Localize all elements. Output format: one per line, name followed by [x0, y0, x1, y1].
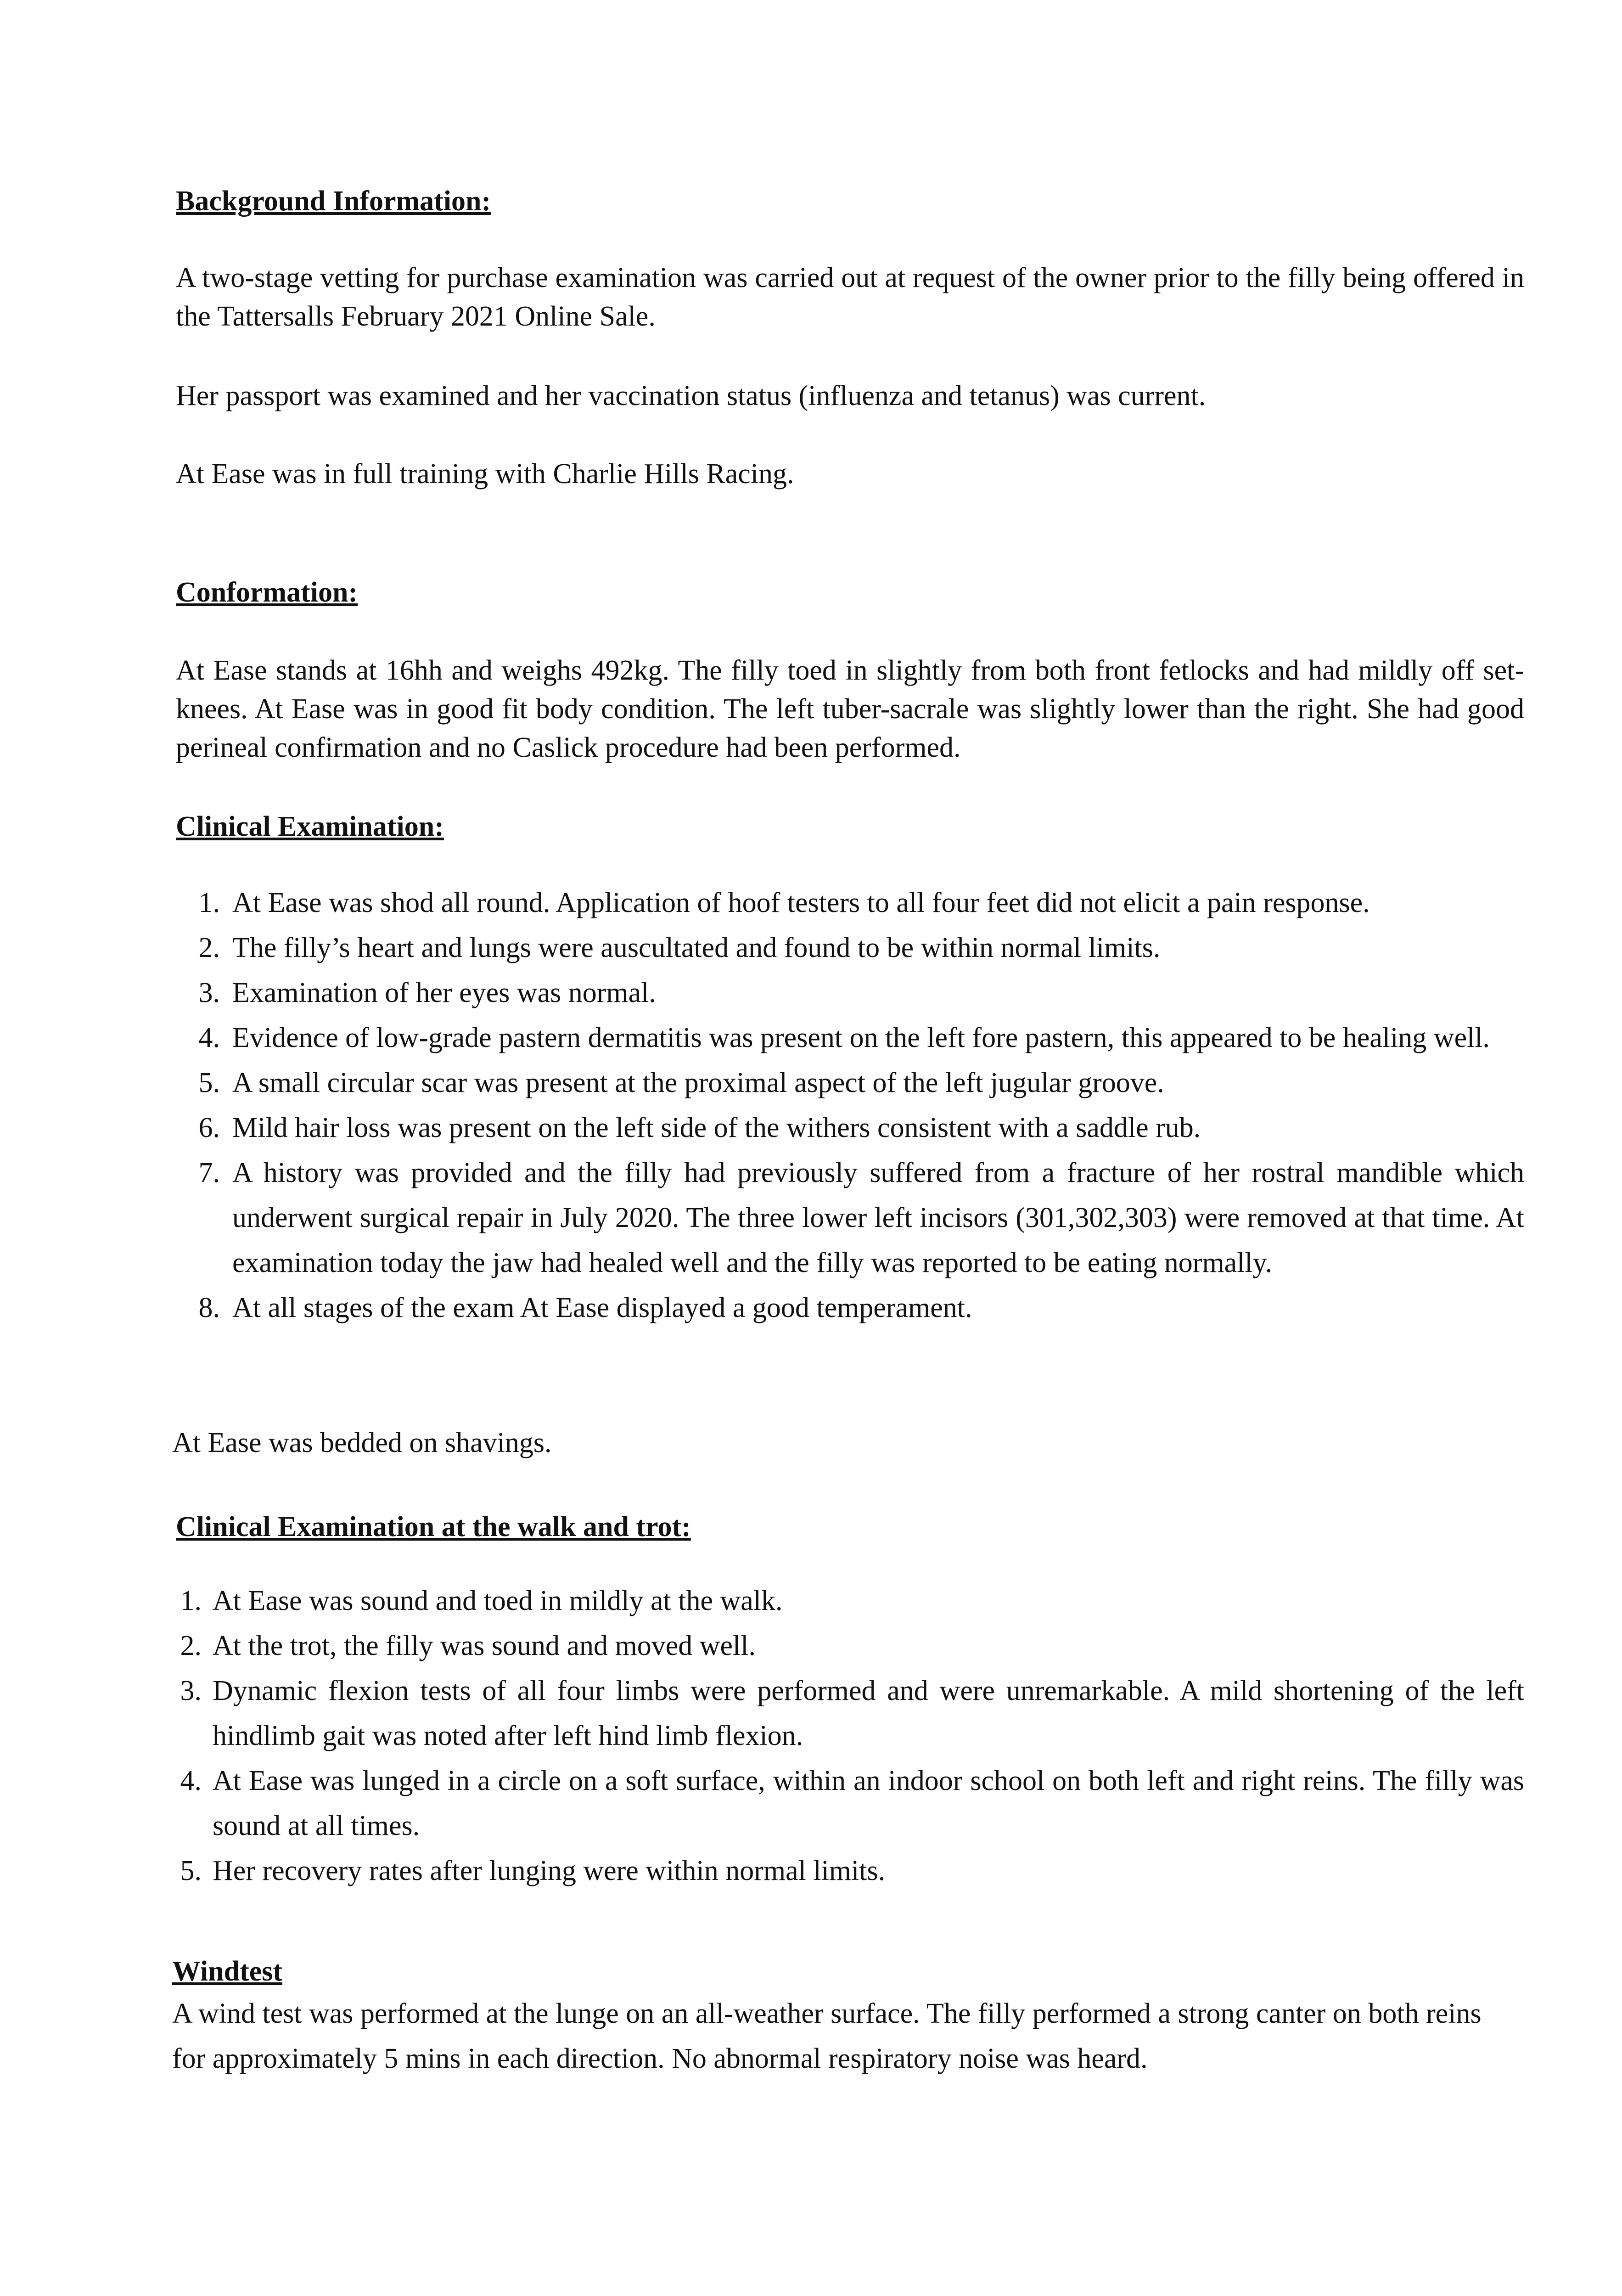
conformation-paragraph: At Ease stands at 16hh and weighs 492kg. The filly toed in slightly from both front fetlocks and had mildly off set-knees. At Ease was in good fit body condition. The left tuber-sacrale was slightly lower than the right. She had good perineal confirmation and no Caslick procedure had been performed.: [176, 655, 1524, 763]
windtest-heading: Windtest: [172, 1956, 283, 1987]
list-item-text: At all stages of the exam At Ease displayed a good temperament.: [232, 1292, 972, 1323]
list-item-text: Evidence of low-grade pastern dermatitis was present on the left fore pastern, this appeared to be healing well.: [232, 1022, 1490, 1053]
background-paragraph-2: Her passport was examined and her vaccination status (influenza and tetanus) was current.: [176, 380, 1206, 411]
background-paragraph-3: At Ease was in full training with Charlie Hills Racing.: [176, 458, 794, 490]
list-item-number: 8.: [198, 1292, 220, 1323]
list-item: [172, 1623, 1524, 1668]
list-item: [176, 1105, 1524, 1150]
list-item: [176, 1015, 1524, 1060]
list-item: [176, 1150, 1524, 1285]
list-item-text: The filly’s heart and lungs were auscultated and found to be within normal limits.: [232, 932, 1161, 963]
list-item-number: 4.: [180, 1765, 202, 1796]
walk-trot-list: [172, 1578, 1524, 1893]
list-item-number: 7.: [198, 1157, 220, 1188]
list-item-number: 2.: [198, 932, 220, 963]
list-item-text: At Ease was sound and toed in mildly at the walk.: [213, 1585, 783, 1616]
background-paragraph-1: A two-stage vetting for purchase examination was carried out at request of the owner prior to the filly being offered in the Tattersalls February 2021 Online Sale.: [176, 262, 1524, 332]
list-item-number: 6.: [198, 1112, 220, 1143]
list-item: [172, 1758, 1524, 1848]
list-item: [172, 1848, 1524, 1893]
list-item-text: Dynamic flexion tests of all four limbs were performed and were unremarkable. A mild shortening of the left hindlimb gait was noted after left hind limb flexion.: [213, 1675, 1524, 1751]
conformation-heading: Conformation:: [176, 577, 358, 608]
list-item-text: Mild hair loss was present on the left side of the withers consistent with a saddle rub.: [232, 1112, 1201, 1143]
windtest-paragraph: A wind test was performed at the lunge on an all-weather surface. The filly performed a strong canter on both reins for approximately 5 mins in each direction. No abnormal respiratory noise was heard.: [172, 1998, 1482, 2074]
list-item-text: Examination of her eyes was normal.: [232, 977, 656, 1008]
list-item-text: Her recovery rates after lunging were within normal limits.: [213, 1855, 886, 1886]
list-item-number: 5.: [180, 1855, 202, 1886]
clinical-examination-heading: Clinical Examination:: [176, 811, 444, 842]
list-item-text: At Ease was lunged in a circle on a soft surface, within an indoor school on both left and right reins. The filly was sound at all times.: [213, 1765, 1524, 1841]
list-item-number: 5.: [198, 1067, 220, 1098]
bedding-paragraph: At Ease was bedded on shavings.: [172, 1427, 552, 1458]
list-item: [172, 1668, 1524, 1758]
list-item-number: 2.: [180, 1630, 202, 1661]
list-item-number: 1.: [180, 1585, 202, 1616]
clinical-examination-list: [176, 880, 1524, 1330]
background-heading: Background Information:: [176, 186, 491, 217]
list-item-text: A history was provided and the filly had previously suffered from a fracture of her rostral mandible which underwent surgical repair in July 2020. The three lower left incisors (301,302,303) were removed at that time. At examination today the jaw had healed well and the filly was reported to be eating normally.: [232, 1157, 1524, 1278]
list-item-text: At the trot, the filly was sound and moved well.: [213, 1630, 756, 1661]
list-item-number: 1.: [198, 887, 220, 918]
list-item: [176, 970, 1524, 1015]
walk-trot-heading: Clinical Examination at the walk and trot:: [176, 1511, 691, 1542]
list-item-text: A small circular scar was present at the proximal aspect of the left jugular groove.: [232, 1067, 1164, 1098]
list-item: [176, 1285, 1524, 1330]
list-item-number: 3.: [198, 977, 220, 1008]
list-item: [176, 1060, 1524, 1105]
list-item-number: 4.: [198, 1022, 220, 1053]
list-item: [176, 925, 1524, 970]
list-item: [176, 880, 1524, 925]
list-item: [172, 1578, 1524, 1623]
list-item-text: At Ease was shod all round. Application of hoof testers to all four feet did not elicit a pain response.: [232, 887, 1370, 918]
list-item-number: 3.: [180, 1675, 202, 1706]
